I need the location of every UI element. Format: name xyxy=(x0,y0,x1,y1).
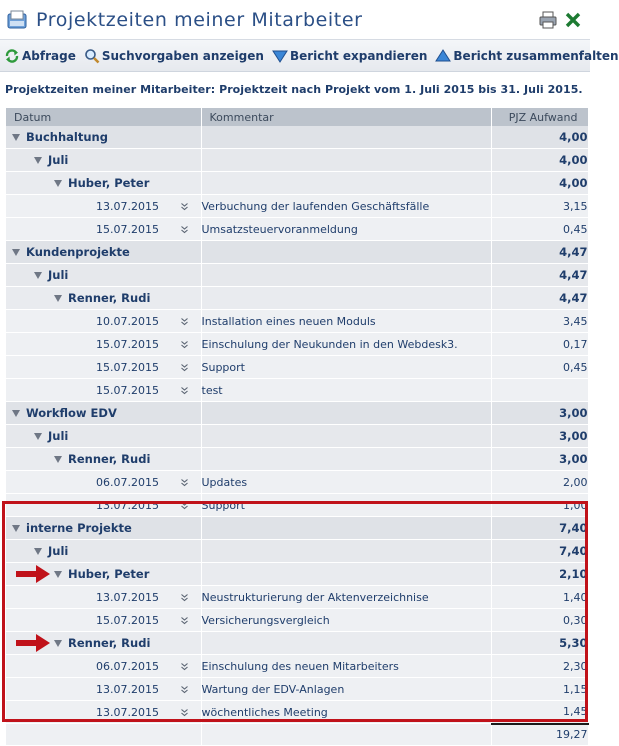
empty-cell xyxy=(201,563,491,586)
chevron-down-icon[interactable] xyxy=(180,386,189,395)
chevron-down-icon[interactable] xyxy=(180,501,189,510)
date-value: 13.07.2015 xyxy=(96,705,159,719)
group-row-employee[interactable] xyxy=(6,172,588,195)
group-row-project[interactable] xyxy=(6,126,588,149)
comment-value: Support xyxy=(201,494,491,517)
comment-value: Installation eines neuen Moduls xyxy=(201,310,491,333)
aufwand-value: 1,15 xyxy=(491,678,588,701)
collapse-triangle-icon[interactable] xyxy=(54,295,62,302)
table-row[interactable] xyxy=(6,333,588,356)
chevron-down-icon[interactable] xyxy=(180,225,189,234)
chevron-down-icon[interactable] xyxy=(180,363,189,372)
empty-cell xyxy=(201,172,491,195)
table-row[interactable] xyxy=(6,586,588,609)
comment-value: Einschulung der Neukunden in den Webdesk3. xyxy=(201,333,491,356)
collapse-triangle-icon[interactable] xyxy=(12,134,20,141)
collapse-report-button[interactable] xyxy=(435,49,618,63)
table-row[interactable] xyxy=(6,471,588,494)
collapse-triangle-icon[interactable] xyxy=(34,157,42,164)
comment-value: wöchentliches Meeting xyxy=(201,701,491,724)
empty-cell xyxy=(201,448,491,471)
abfrage-label: Abfrage xyxy=(22,48,76,63)
chevron-down-icon[interactable] xyxy=(180,616,189,625)
table-row[interactable] xyxy=(6,609,588,632)
comment-value: Updates xyxy=(201,471,491,494)
comment-value: Versicherungsvergleich xyxy=(201,609,491,632)
group-row-employee[interactable] xyxy=(6,287,588,310)
empty-cell xyxy=(201,264,491,287)
date-value: 06.07.2015 xyxy=(96,659,159,673)
empty-cell xyxy=(201,287,491,310)
page-title: Projektzeiten meiner Mitarbeiter xyxy=(36,8,363,31)
expand-report-label: Bericht expandieren xyxy=(289,48,428,63)
group-row-month[interactable] xyxy=(6,540,588,563)
aufwand-value: 1,40 xyxy=(491,586,588,609)
group-row-employee[interactable] xyxy=(6,632,588,655)
collapse-triangle-icon[interactable] xyxy=(54,571,62,578)
group-row-project[interactable] xyxy=(6,517,588,540)
collapse-triangle-icon[interactable] xyxy=(54,456,62,463)
column-header-datum[interactable]: Datum xyxy=(6,108,201,126)
comment-value: Einschulung des neuen Mitarbeiters xyxy=(201,655,491,678)
aufwand-value: 3,00 xyxy=(491,402,588,425)
empty-cell xyxy=(201,241,491,264)
chevron-down-icon[interactable] xyxy=(180,708,189,717)
table-row[interactable] xyxy=(6,356,588,379)
comment-value: Neustrukturierung der Aktenverzeichnise xyxy=(201,586,491,609)
group-label: Juli xyxy=(48,429,69,443)
chevron-down-icon[interactable] xyxy=(180,478,189,487)
comment-value: Support xyxy=(201,356,491,379)
group-label: Buchhaltung xyxy=(26,130,108,144)
table-row[interactable] xyxy=(6,701,588,724)
aufwand-value: 3,45 xyxy=(491,310,588,333)
collapse-triangle-icon[interactable] xyxy=(34,548,42,555)
collapse-triangle-icon[interactable] xyxy=(34,433,42,440)
triangle-up-icon xyxy=(435,49,451,63)
empty-cell xyxy=(6,724,201,746)
aufwand-value: 3,00 xyxy=(491,425,588,448)
date-value: 15.07.2015 xyxy=(96,383,159,397)
table-row[interactable] xyxy=(6,379,588,402)
comment-value: test xyxy=(201,379,491,402)
empty-cell xyxy=(201,517,491,540)
group-row-month[interactable] xyxy=(6,425,588,448)
collapse-triangle-icon[interactable] xyxy=(54,640,62,647)
group-label: Renner, Rudi xyxy=(68,291,151,305)
aufwand-value xyxy=(491,379,588,402)
empty-cell xyxy=(201,402,491,425)
comment-value: Wartung der EDV-Anlagen xyxy=(201,678,491,701)
chevron-down-icon[interactable] xyxy=(180,662,189,671)
comment-value: Umsatzsteuervoranmeldung xyxy=(201,218,491,241)
empty-cell xyxy=(201,724,491,746)
suchvorgaben-button[interactable] xyxy=(84,48,264,64)
aufwand-value: 0,30 xyxy=(491,609,588,632)
total-row xyxy=(6,724,588,746)
aufwand-value: 2,10 xyxy=(491,563,588,586)
date-value: 13.07.2015 xyxy=(96,498,159,512)
date-value: 15.07.2015 xyxy=(96,222,159,236)
date-value: 13.07.2015 xyxy=(96,682,159,696)
group-label: Renner, Rudi xyxy=(68,636,151,650)
table-row[interactable] xyxy=(6,310,588,333)
expand-report-button[interactable] xyxy=(272,49,427,63)
title-bar xyxy=(0,0,590,40)
group-row-employee[interactable] xyxy=(6,448,588,471)
empty-cell xyxy=(201,126,491,149)
collapse-triangle-icon[interactable] xyxy=(12,249,20,256)
group-label: interne Projekte xyxy=(26,521,132,535)
date-value: 15.07.2015 xyxy=(96,613,159,627)
collapse-triangle-icon[interactable] xyxy=(12,525,20,532)
group-label: Juli xyxy=(48,268,69,282)
aufwand-value: 0,45 xyxy=(491,356,588,379)
abfrage-button[interactable] xyxy=(4,48,76,64)
group-row-month[interactable] xyxy=(6,149,588,172)
date-value: 10.07.2015 xyxy=(96,314,159,328)
empty-cell xyxy=(201,425,491,448)
group-label: Juli xyxy=(48,153,69,167)
group-row-month[interactable] xyxy=(6,264,588,287)
date-value: 13.07.2015 xyxy=(96,590,159,604)
table-row[interactable] xyxy=(6,494,588,517)
group-row-employee[interactable] xyxy=(6,563,588,586)
red-arrow-icon xyxy=(16,634,50,652)
triangle-down-icon xyxy=(272,49,288,63)
chevron-down-icon[interactable] xyxy=(180,593,189,602)
aufwand-value: 4,00 xyxy=(491,126,588,149)
aufwand-value: 7,40 xyxy=(491,517,588,540)
empty-cell xyxy=(201,632,491,655)
column-header-aufwand[interactable]: PJZ Aufwand xyxy=(491,108,588,126)
aufwand-value: 4,47 xyxy=(491,287,588,310)
chevron-down-icon[interactable] xyxy=(180,340,189,349)
table-header xyxy=(6,108,588,126)
date-value: 15.07.2015 xyxy=(96,337,159,351)
toolbar xyxy=(0,40,619,72)
group-row-project[interactable] xyxy=(6,402,588,425)
aufwand-value: 7,40 xyxy=(491,540,588,563)
empty-cell xyxy=(201,149,491,172)
excel-export-icon[interactable] xyxy=(564,11,582,29)
aufwand-value: 5,30 xyxy=(491,632,588,655)
aufwand-value: 4,47 xyxy=(491,264,588,287)
collapse-report-label: Bericht zusammenfalten xyxy=(453,48,619,63)
group-label: Juli xyxy=(48,544,69,558)
group-label: Workflow EDV xyxy=(26,406,117,420)
search-icon xyxy=(84,48,100,64)
chevron-down-icon[interactable] xyxy=(180,317,189,326)
table-row[interactable] xyxy=(6,218,588,241)
table-row[interactable] xyxy=(6,195,588,218)
aufwand-value: 1,00 xyxy=(491,494,588,517)
collapse-triangle-icon[interactable] xyxy=(34,272,42,279)
date-value: 06.07.2015 xyxy=(96,475,159,489)
group-label: Kundenprojekte xyxy=(26,245,130,259)
table-row[interactable] xyxy=(6,678,588,701)
aufwand-value: 2,00 xyxy=(491,471,588,494)
group-label: Renner, Rudi xyxy=(68,452,151,466)
print-icon[interactable] xyxy=(538,11,558,29)
report-app-icon xyxy=(6,9,30,31)
collapse-triangle-icon[interactable] xyxy=(12,410,20,417)
suchvorgaben-label: Suchvorgaben anzeigen xyxy=(101,48,264,63)
column-header-kommentar[interactable]: Kommentar xyxy=(201,108,491,126)
aufwand-value: 3,00 xyxy=(491,448,588,471)
group-row-project[interactable] xyxy=(6,241,588,264)
aufwand-value: 3,15 xyxy=(491,195,588,218)
chevron-down-icon[interactable] xyxy=(180,685,189,694)
aufwand-value: 1,45 xyxy=(491,701,588,724)
date-value: 13.07.2015 xyxy=(96,199,159,213)
aufwand-value: 4,00 xyxy=(491,149,588,172)
aufwand-value: 2,30 xyxy=(491,655,588,678)
refresh-icon xyxy=(4,48,20,64)
total-value: 19,27 xyxy=(491,724,588,746)
aufwand-value: 0,17 xyxy=(491,333,588,356)
collapse-triangle-icon[interactable] xyxy=(54,180,62,187)
red-arrow-icon xyxy=(16,565,50,583)
report-table xyxy=(6,108,589,746)
aufwand-value: 4,47 xyxy=(491,241,588,264)
date-value: 15.07.2015 xyxy=(96,360,159,374)
group-label: Huber, Peter xyxy=(68,176,150,190)
comment-value: Verbuchung der laufenden Geschäftsfälle xyxy=(201,195,491,218)
chevron-down-icon[interactable] xyxy=(180,202,189,211)
empty-cell xyxy=(201,540,491,563)
table-body xyxy=(6,126,588,746)
table-row[interactable] xyxy=(6,655,588,678)
aufwand-value: 0,45 xyxy=(491,218,588,241)
group-label: Huber, Peter xyxy=(68,567,150,581)
aufwand-value: 4,00 xyxy=(491,172,588,195)
report-title: Projektzeiten meiner Mitarbeiter: Projektzeit nach Projekt vom 1. Juli 2015 bis 31. Juli 2015. xyxy=(5,83,583,96)
